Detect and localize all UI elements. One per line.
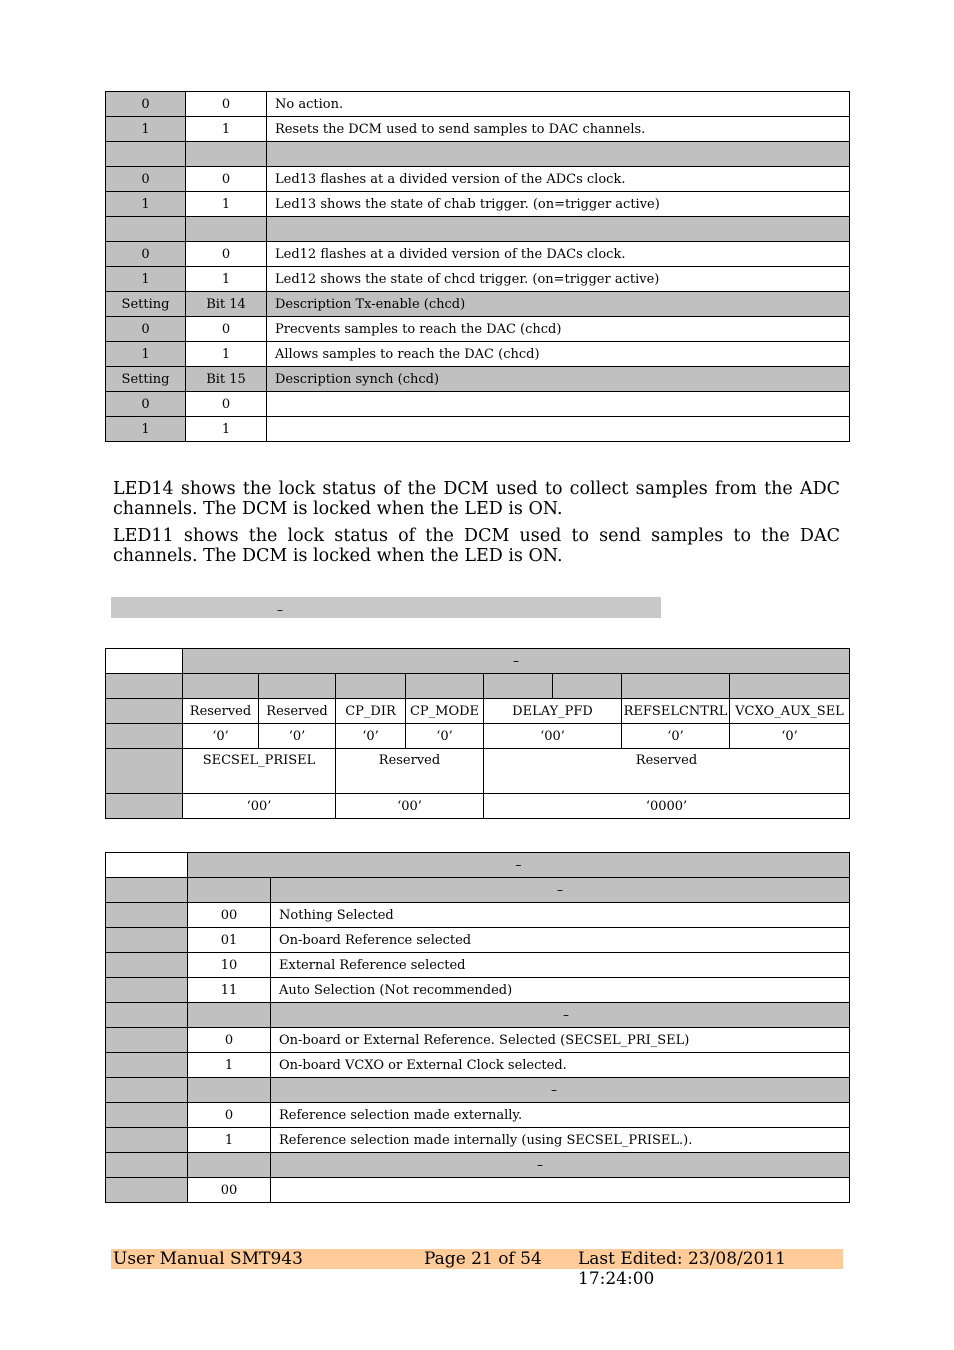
field-name-cell: SECSEL_PRISEL (183, 749, 336, 794)
bit-cell (186, 217, 267, 242)
setting-cell: 1 (106, 342, 186, 367)
default-value-cell: ‘0’ (259, 724, 336, 749)
description-cell (271, 1178, 850, 1203)
value-cell: 10 (188, 953, 271, 978)
value-cell: 01 (188, 928, 271, 953)
description-cell: Precvents samples to reach the DAC (chcd) (267, 317, 850, 342)
footer-last-edited: Last Edited: 23/08/2011 17:24:00 (578, 1249, 787, 1289)
bit-cell: 1 (186, 192, 267, 217)
description-cell (267, 217, 850, 242)
value-cell: 00 (188, 1178, 271, 1203)
bit-cell (186, 142, 267, 167)
table2-corner-cell (106, 649, 183, 674)
table3-value-header (188, 1078, 271, 1103)
group-header-row (106, 1078, 850, 1103)
bit-cell: Bit 14 (186, 292, 267, 317)
field-name-cell: Reserved (259, 699, 336, 724)
table-row (106, 1053, 850, 1078)
description-cell: Allows samples to reach the DAC (chcd) (267, 342, 850, 367)
value-cell: 1 (188, 1128, 271, 1153)
table3-label-cell (106, 1153, 188, 1178)
led14-paragraph: LED14 shows the lock status of the DCM used to collect samples from the ADC channels. The DCM is locked when the LED is ON. (113, 479, 840, 519)
table-row (106, 392, 850, 417)
default-value-cell: ‘0’ (406, 724, 484, 749)
table-row (106, 978, 850, 1003)
group-header-row (106, 878, 850, 903)
table-row (106, 242, 850, 267)
field-name-cell: Reserved (484, 749, 850, 794)
value-cell: 0 (188, 1103, 271, 1128)
table-row (106, 92, 850, 117)
table3-label-cell (106, 1178, 188, 1203)
table3-title: – (188, 853, 850, 878)
field-name-cell: REFSELCNTRL (622, 699, 730, 724)
table-row (106, 928, 850, 953)
field-name-cell: VCXO_AUX_SEL (730, 699, 850, 724)
bit-cell: 1 (186, 417, 267, 442)
setting-cell: 1 (106, 192, 186, 217)
value-cell: 1 (188, 1053, 271, 1078)
group-header-title: – (271, 1003, 850, 1028)
setting-cell: 1 (106, 267, 186, 292)
bit-cell: 1 (186, 267, 267, 292)
field-name-cell: Reserved (336, 749, 484, 794)
table3-value-header (188, 1003, 271, 1028)
description-cell: On-board VCXO or External Clock selected. (271, 1053, 850, 1078)
bit-cell: 0 (186, 167, 267, 192)
description-cell: On-board or External Reference. Selected (SECSEL_PRI_SEL) (271, 1028, 850, 1053)
table-row (106, 903, 850, 928)
bit-settings-table (105, 91, 850, 442)
default-value-cell: ‘00’ (336, 794, 484, 819)
table3-label-cell (106, 953, 188, 978)
description-cell: On-board Reference selected (271, 928, 850, 953)
field-name-cell: CP_DIR (336, 699, 406, 724)
table-row (106, 1103, 850, 1128)
description-cell: Led13 shows the state of chab trigger. (on=trigger active) (267, 192, 850, 217)
table3-value-header (188, 1153, 271, 1178)
group-header-row (106, 1153, 850, 1178)
table-row (106, 1178, 850, 1203)
setting-cell (106, 142, 186, 167)
setting-cell: Setting (106, 292, 186, 317)
bit-cell: 0 (186, 392, 267, 417)
field-name-cell: Reserved (183, 699, 259, 724)
table-row (106, 192, 850, 217)
setting-cell: 0 (106, 167, 186, 192)
setting-cell: Setting (106, 367, 186, 392)
table-row (106, 167, 850, 192)
bit-cell: Bit 15 (186, 367, 267, 392)
table3-corner-cell (106, 853, 188, 878)
table-row (106, 117, 850, 142)
field-name-cell: DELAY_PFD (484, 699, 622, 724)
table2-label-cell (106, 674, 183, 699)
default-value-cell: ‘0’ (730, 724, 850, 749)
default-value-cell: ‘0’ (336, 724, 406, 749)
table3-value-header (188, 878, 271, 903)
description-cell: Auto Selection (Not recommended) (271, 978, 850, 1003)
table2-label-cell (106, 794, 183, 819)
description-cell: Led12 flashes at a divided version of the DACs clock. (267, 242, 850, 267)
group-header-row (106, 1003, 850, 1028)
table-row (106, 953, 850, 978)
bit-cell: 1 (186, 117, 267, 142)
description-cell: Led13 flashes at a divided version of the ADCs clock. (267, 167, 850, 192)
bit-cell: 0 (186, 92, 267, 117)
default-value-cell: ‘00’ (183, 794, 336, 819)
default-value-cell: ‘00’ (484, 724, 622, 749)
table2-label-cell (106, 749, 183, 794)
table2-label-cell (106, 699, 183, 724)
section-heading-bar (111, 597, 661, 618)
description-cell: Reference selection made internally (using SECSEL_PRISEL.). (271, 1128, 850, 1153)
table-header-row (106, 292, 850, 317)
table-row (106, 1128, 850, 1153)
setting-cell: 1 (106, 417, 186, 442)
description-cell (267, 392, 850, 417)
bit-cell: 0 (186, 317, 267, 342)
setting-cell: 0 (106, 317, 186, 342)
table3-label-cell (106, 903, 188, 928)
table-header-row (106, 367, 850, 392)
setting-cell: 0 (106, 242, 186, 267)
table3-label-cell (106, 1028, 188, 1053)
description-cell: Nothing Selected (271, 903, 850, 928)
description-cell: Led12 shows the state of chcd trigger. (on=trigger active) (267, 267, 850, 292)
table3-label-cell (106, 1003, 188, 1028)
table3-label-cell (106, 1128, 188, 1153)
setting-cell: 1 (106, 117, 186, 142)
table-row (106, 342, 850, 367)
bit-cell: 0 (186, 242, 267, 267)
default-value-cell: ‘0000’ (484, 794, 850, 819)
field-description-table (105, 852, 850, 1203)
value-cell: 0 (188, 1028, 271, 1053)
setting-cell (106, 217, 186, 242)
table-header-row (106, 217, 850, 242)
description-cell: No action. (267, 92, 850, 117)
value-cell: 00 (188, 903, 271, 928)
description-cell: Reference selection made externally. (271, 1103, 850, 1128)
table3-label-cell (106, 1078, 188, 1103)
table-header-row (106, 142, 850, 167)
table-row (106, 417, 850, 442)
description-cell (267, 417, 850, 442)
footer-manual-title: User Manual SMT943 (113, 1249, 303, 1269)
led11-paragraph: LED11 shows the lock status of the DCM used to send samples to the DAC channels. The DCM is locked when the LED is ON. (113, 526, 840, 566)
description-cell: Description Tx-enable (chcd) (267, 292, 850, 317)
description-cell: Description synch (chcd) (267, 367, 850, 392)
page-footer (111, 1249, 843, 1289)
table-row (106, 1028, 850, 1053)
table3-label-cell (106, 1103, 188, 1128)
group-header-title: – (271, 878, 850, 903)
table2-title: – (183, 649, 850, 674)
table3-label-cell (106, 928, 188, 953)
group-header-title: – (271, 1078, 850, 1103)
register-map-table (105, 648, 850, 819)
setting-cell: 0 (106, 392, 186, 417)
table3-label-cell (106, 878, 188, 903)
default-value-cell: ‘0’ (622, 724, 730, 749)
section-heading-text: – (277, 603, 283, 617)
setting-cell: 0 (106, 92, 186, 117)
table3-label-cell (106, 1053, 188, 1078)
table-row (106, 267, 850, 292)
field-name-cell: CP_MODE (406, 699, 484, 724)
table3-label-cell (106, 978, 188, 1003)
footer-page-number: Page 21 of 54 (424, 1249, 542, 1269)
value-cell: 11 (188, 978, 271, 1003)
description-cell: Resets the DCM used to send samples to DAC channels. (267, 117, 850, 142)
bit-cell: 1 (186, 342, 267, 367)
table2-label-cell (106, 724, 183, 749)
table-row (106, 317, 850, 342)
description-cell (267, 142, 850, 167)
description-cell: External Reference selected (271, 953, 850, 978)
default-value-cell: ‘0’ (183, 724, 259, 749)
group-header-title: – (271, 1153, 850, 1178)
